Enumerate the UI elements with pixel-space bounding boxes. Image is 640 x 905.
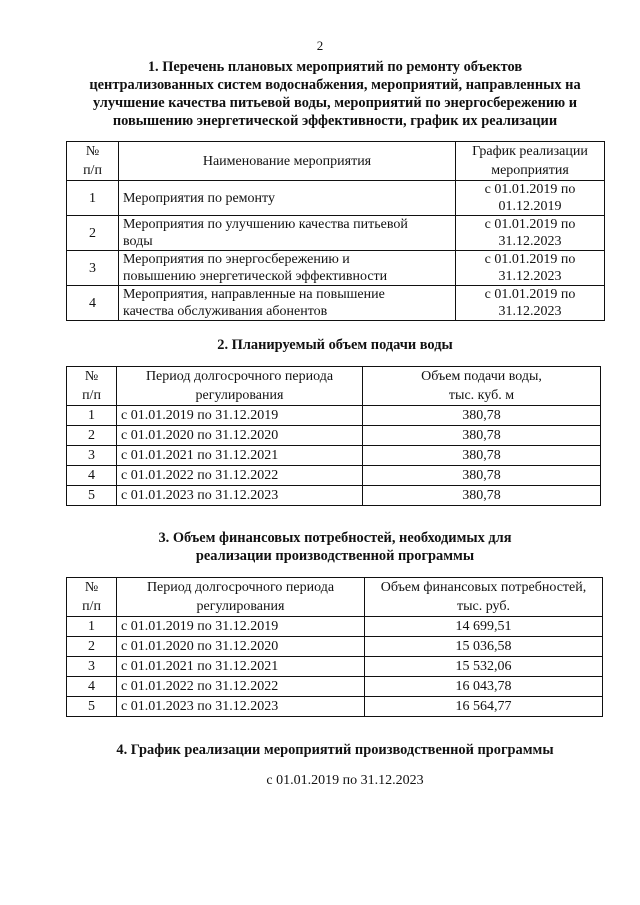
water-supply-table <box>66 366 601 506</box>
table-row <box>67 617 603 637</box>
row-value: 14 699,51 <box>365 617 603 637</box>
table-row <box>67 426 601 446</box>
header-volume <box>363 367 601 406</box>
header-volume-line1: Объем подачи воды, <box>421 369 542 384</box>
table-row <box>67 677 603 697</box>
row-schedule-line1: с 01.01.2019 по <box>484 287 576 302</box>
row-value: 15 532,06 <box>365 657 603 677</box>
row-period: с 01.01.2022 по 31.12.2022 <box>117 677 365 697</box>
header-num-line2: п/п <box>83 163 102 178</box>
table-row <box>67 251 605 286</box>
row-period: с 01.01.2022 по 31.12.2022 <box>117 466 363 486</box>
row-name <box>119 251 456 286</box>
row-num: 2 <box>67 216 119 251</box>
header-period <box>117 578 365 617</box>
row-schedule-line2: 31.12.2023 <box>498 234 562 249</box>
row-name-line2: качества обслуживания абонентов <box>123 304 328 319</box>
row-period: с 01.01.2023 по 31.12.2023 <box>117 486 363 506</box>
header-schedule-line1: График реализации <box>472 144 588 159</box>
row-schedule <box>456 286 605 321</box>
row-schedule <box>456 181 605 216</box>
row-value: 16 564,77 <box>365 697 603 717</box>
row-num: 1 <box>67 617 117 637</box>
row-num: 4 <box>67 466 117 486</box>
header-num-line1: № <box>85 144 100 159</box>
row-num: 1 <box>67 181 119 216</box>
table-row <box>67 697 603 717</box>
table-header-row <box>67 142 605 181</box>
header-finance <box>365 578 603 617</box>
row-period: с 01.01.2020 по 31.12.2020 <box>117 637 365 657</box>
row-value: 380,78 <box>363 486 601 506</box>
table-row <box>67 657 603 677</box>
header-num <box>67 142 119 181</box>
header-period-line2: регулирования <box>196 599 285 614</box>
row-num: 2 <box>67 637 117 657</box>
row-name-line1: Мероприятия по ремонту <box>123 190 275 206</box>
row-period: с 01.01.2021 по 31.12.2021 <box>117 446 363 466</box>
header-num-line1: № <box>84 580 99 595</box>
row-value: 380,78 <box>363 466 601 486</box>
section2-title <box>40 336 630 354</box>
row-schedule-line2: 01.12.2019 <box>498 199 562 214</box>
row-num: 2 <box>67 426 117 446</box>
section4-title <box>30 741 640 759</box>
table-row <box>67 406 601 426</box>
header-period-line1: Период долгосрочного периода <box>145 369 334 384</box>
header-num-line1: № <box>84 369 99 384</box>
row-period: с 01.01.2023 по 31.12.2023 <box>117 697 365 717</box>
row-value: 380,78 <box>363 406 601 426</box>
header-num <box>67 578 117 617</box>
row-num: 4 <box>67 286 119 321</box>
row-num: 4 <box>67 677 117 697</box>
section2-title-line: 2. Планируемый объем подачи воды <box>217 337 453 353</box>
row-value: 380,78 <box>363 426 601 446</box>
header-schedule <box>456 142 605 181</box>
header-period-line2: регулирования <box>195 388 284 403</box>
header-name: Наименование мероприятия <box>119 142 456 181</box>
section1-title-line: повышению энергетической эффективности, график их реализации <box>112 113 558 129</box>
row-schedule-line1: с 01.01.2019 по <box>484 217 576 232</box>
row-period: с 01.01.2019 по 31.12.2019 <box>117 617 365 637</box>
row-num: 3 <box>67 657 117 677</box>
table-row <box>67 466 601 486</box>
row-period: с 01.01.2021 по 31.12.2021 <box>117 657 365 677</box>
section4-period: с 01.01.2019 по 31.12.2023 <box>266 773 424 788</box>
section1-title-line: 1. Перечень плановых мероприятий по ремонту объектов <box>147 59 523 75</box>
section3-title-line: реализации производственной программы <box>195 548 475 564</box>
row-schedule <box>456 251 605 286</box>
section4-title-line: 4. График реализации мероприятий производственной программы <box>116 742 554 758</box>
row-name <box>119 286 456 321</box>
activities-table <box>66 141 605 321</box>
row-name-line1: Мероприятия, направленные на повышение <box>123 287 385 302</box>
row-name-line1: Мероприятия по энергосбережению и <box>123 252 350 267</box>
header-period-line1: Период долгосрочного периода <box>146 580 335 595</box>
finance-table <box>66 577 603 717</box>
table-header-row <box>67 578 603 617</box>
row-period: с 01.01.2020 по 31.12.2020 <box>117 426 363 446</box>
row-schedule-line2: 31.12.2023 <box>498 269 562 284</box>
section1-title-line: улучшение качества питьевой воды, мероприятий по энергосбережению и <box>92 95 578 111</box>
header-volume-line2: тыс. куб. м <box>448 388 515 403</box>
table-row <box>67 637 603 657</box>
table-header-row <box>67 367 601 406</box>
table-row <box>67 216 605 251</box>
header-schedule-line2: мероприятия <box>491 163 569 178</box>
row-name-line1: Мероприятия по улучшению качества питьевой <box>123 217 408 232</box>
page-number: 2 <box>316 38 324 53</box>
row-schedule <box>456 216 605 251</box>
row-schedule-line1: с 01.01.2019 по <box>484 252 576 267</box>
table-row <box>67 286 605 321</box>
row-value: 380,78 <box>363 446 601 466</box>
header-num-line2: п/п <box>82 388 101 403</box>
table-row <box>67 446 601 466</box>
section3-title <box>40 529 630 565</box>
row-value: 16 043,78 <box>365 677 603 697</box>
row-num: 1 <box>67 406 117 426</box>
header-period <box>117 367 363 406</box>
section1-title-line: централизованных систем водоснабжения, мероприятий, направленных на <box>89 77 581 93</box>
row-period: с 01.01.2019 по 31.12.2019 <box>117 406 363 426</box>
header-num-line2: п/п <box>82 599 101 614</box>
row-name-line2: воды <box>123 234 153 249</box>
row-schedule-line2: 31.12.2023 <box>498 304 562 319</box>
row-num: 5 <box>67 486 117 506</box>
row-value: 15 036,58 <box>365 637 603 657</box>
header-num <box>67 367 117 406</box>
section1-title <box>40 58 630 130</box>
row-name <box>119 181 456 216</box>
row-num: 3 <box>67 446 117 466</box>
table-row <box>67 181 605 216</box>
header-finance-line2: тыс. руб. <box>457 599 510 614</box>
header-finance-line1: Объем финансовых потребностей, <box>380 580 587 595</box>
row-schedule-line1: с 01.01.2019 по <box>484 182 576 197</box>
section3-title-line: 3. Объем финансовых потребностей, необходимых для <box>158 530 512 546</box>
row-num: 3 <box>67 251 119 286</box>
row-num: 5 <box>67 697 117 717</box>
row-name-line2: повышению энергетической эффективности <box>123 269 388 284</box>
row-name <box>119 216 456 251</box>
table-row <box>67 486 601 506</box>
